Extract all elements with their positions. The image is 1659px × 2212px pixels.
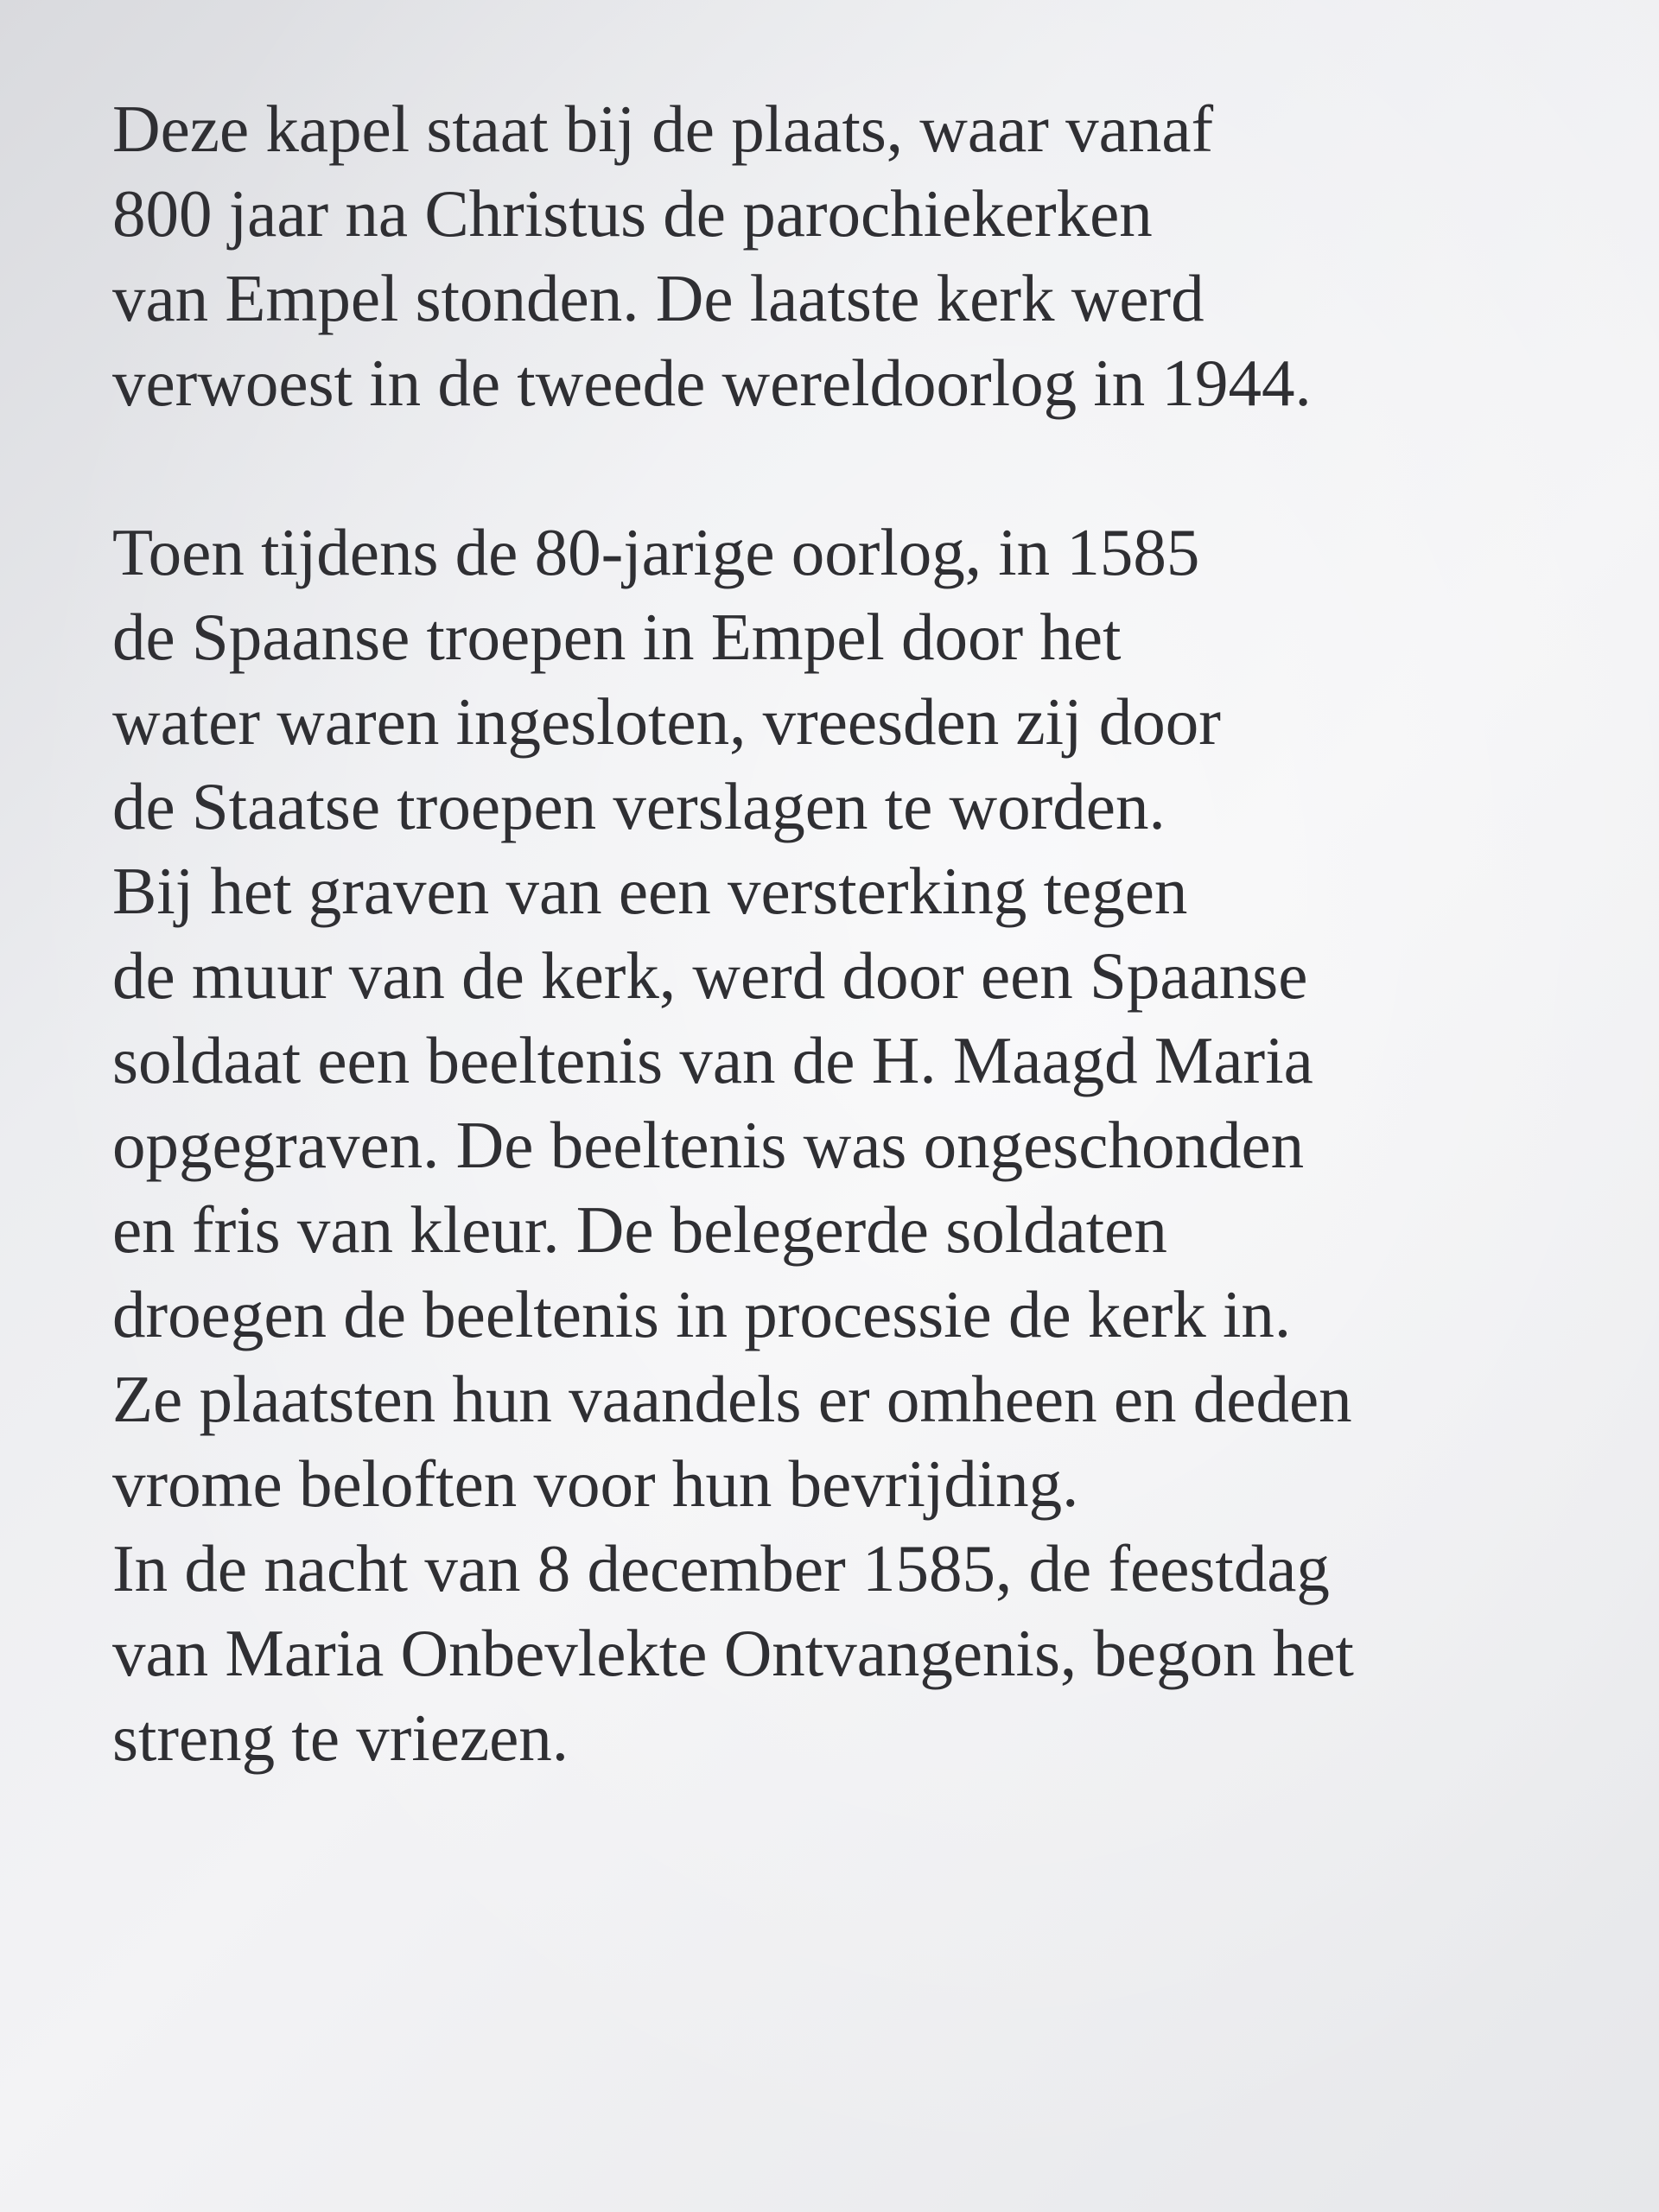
paragraph-line: Bij het graven van een versterking tegen — [112, 854, 1188, 928]
paragraph-1 — [112, 86, 1581, 425]
paragraph-line: In de nacht van 8 december 1585, de feestdag — [112, 1531, 1330, 1605]
paragraph-line: Ze plaatsten hun vaandels er omheen en deden — [112, 1362, 1352, 1436]
paragraph-line: van Maria Onbevlekte Ontvangenis, begon het — [112, 1616, 1354, 1690]
paragraph-line: vrome beloften voor hun bevrijding. — [112, 1446, 1079, 1521]
paragraph-line: verwoest in de tweede wereldoorlog in 1944. — [112, 346, 1312, 420]
paragraph-line: streng te vriezen. — [112, 1700, 569, 1775]
paragraph-2 — [112, 510, 1581, 1780]
paragraph-line: 800 jaar na Christus de parochiekerken — [112, 176, 1153, 251]
paragraph-line: opgegraven. De beeltenis was ongeschonden — [112, 1108, 1305, 1182]
paragraph-line: Deze kapel staat bij de plaats, waar vanaf — [112, 92, 1214, 166]
paragraph-line: de Spaanse troepen in Empel door het — [112, 600, 1122, 674]
paragraph-line: droegen de beeltenis in processie de kerk in. — [112, 1277, 1292, 1351]
paragraph-line: en fris van kleur. De belegerde soldaten — [112, 1192, 1167, 1267]
document-text — [112, 86, 1581, 1780]
paragraph-line: de Staatse troepen verslagen te worden. — [112, 769, 1166, 843]
paragraph-line: soldaat een beeltenis van de H. Maagd Maria — [112, 1023, 1313, 1097]
paragraph-line: de muur van de kerk, werd door een Spaanse — [112, 938, 1308, 1013]
paragraph-line: van Empel stonden. De laatste kerk werd — [112, 261, 1205, 335]
paragraph-line: water waren ingesloten, vreesden zij door — [112, 684, 1221, 759]
paragraph-line: Toen tijdens de 80-jarige oorlog, in 1585 — [112, 515, 1200, 589]
